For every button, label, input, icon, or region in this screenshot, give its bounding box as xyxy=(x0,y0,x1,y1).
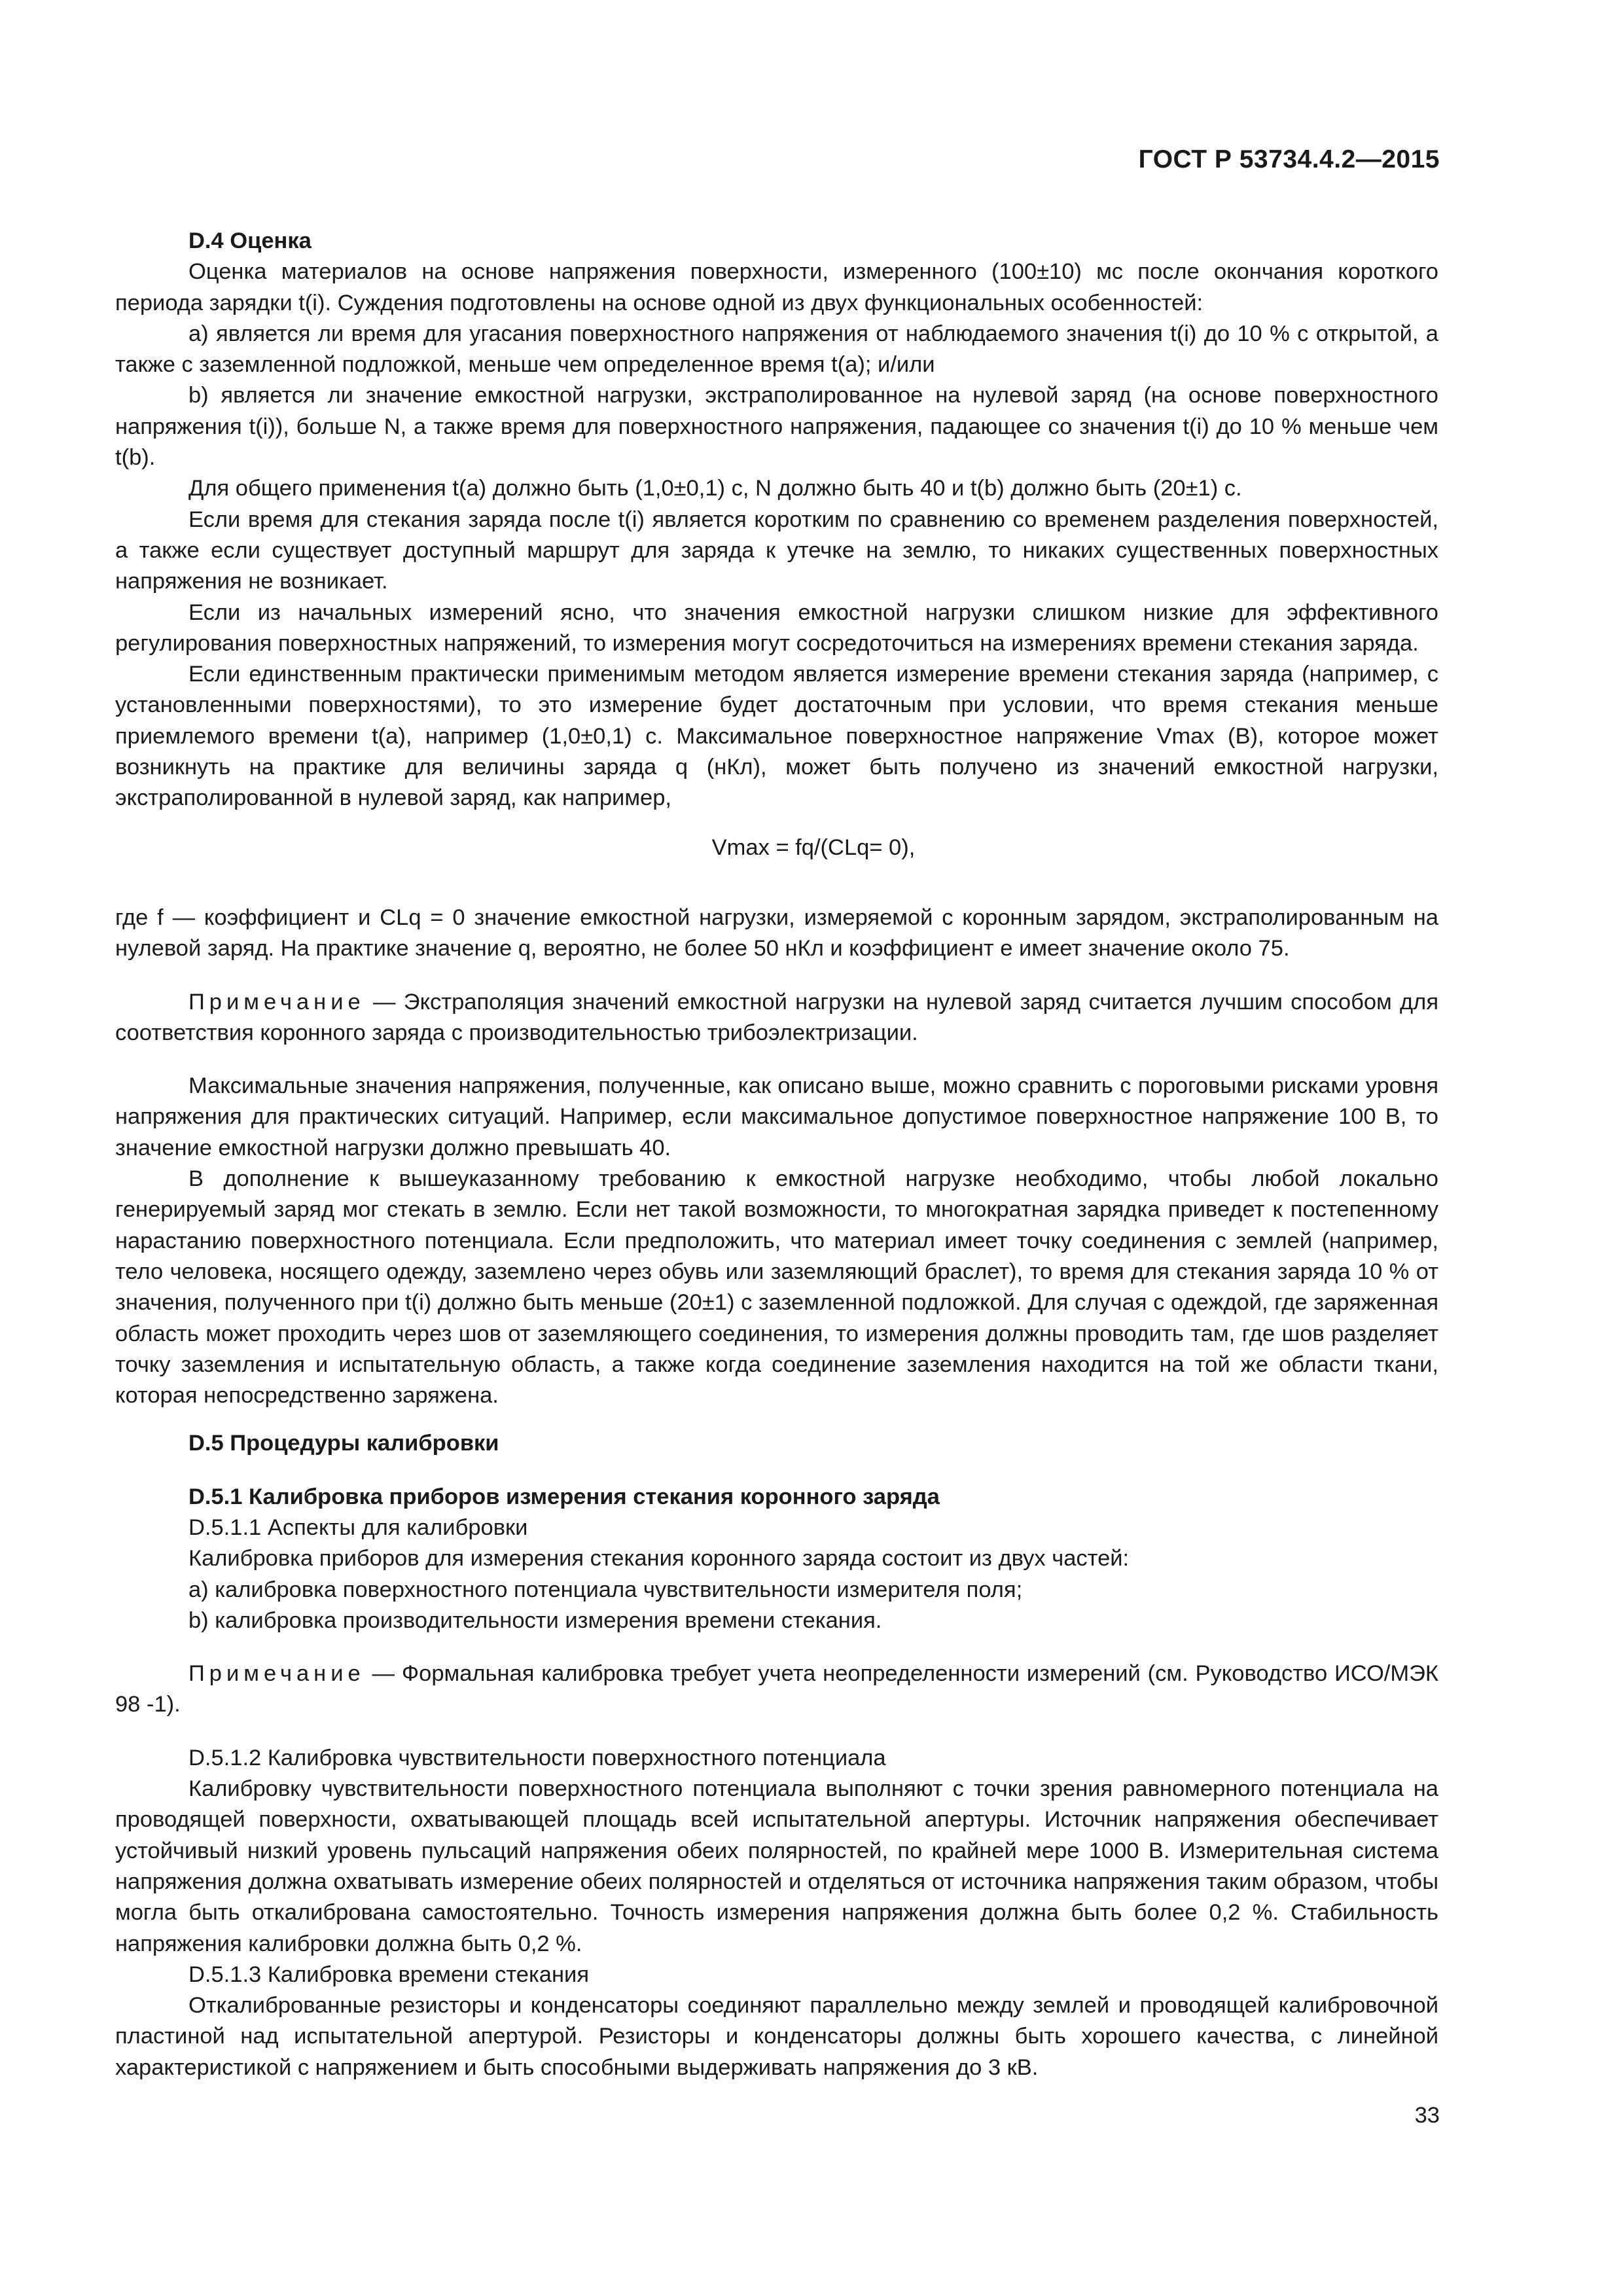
note xyxy=(115,987,1438,1049)
note-label: Примечание xyxy=(188,989,365,1014)
list-item: b) калибровка производительности измерения времени стекания. xyxy=(188,1607,882,1633)
paragraph: где f — коэффициент и CLq = 0 значение емкостной нагрузки, измеряемой с коронным зарядом, экстраполированным на нулевой заряд. На практике значение q, вероятно, не более 50 нКл и коэффициент е имеет значение около 75. xyxy=(115,905,1438,961)
page-number: 33 xyxy=(1414,2103,1440,2128)
note xyxy=(115,1659,1438,1721)
formula: Vmax = fq/(CLq= 0), xyxy=(711,834,916,860)
subsection-d512-heading: D.5.1.2 Калибровка чувствительности поверхностного потенциала xyxy=(188,1745,886,1770)
paragraph: В дополнение к вышеуказанному требованию к емкостной нагрузке необходимо, чтобы любой локально генерируемый заряд мог стекать в землю. Если нет такой возможности, то многократная зарядка приведет к постепенному нарастанию поверхностного потенциала. Если предположить, что материал имеет точку соединения с землей (например, тело человека, носящего одежду, заземлено через обувь или заземляющий браслет), то время для стекания заряда 10 % от значения, полученного при t(i) должно быть меньше (20±1) с заземленной подложкой. Для случая с одеждой, где заряженная область может проходить через шов от заземляющего соединения, то измерения должны проводить там, где шов разделяет точку заземления и испытательную область, а также когда соединение заземления находится на той же области ткани, которая непосредственно заряжена. xyxy=(115,1166,1438,1408)
section-d51-heading: D.5.1 Калибровка приборов измерения стекания коронного заряда xyxy=(188,1484,940,1509)
paragraph: Откалиброванные резисторы и конденсаторы соединяют параллельно между землей и проводящей калибровочной пластиной над испытательной апертурой. Резисторы и конденсаторы должны быть хорошего качества, с линейной характеристикой с напряжением и быть способными выдерживать напряжения до 3 кВ. xyxy=(115,1993,1438,2080)
note-label: Примечание xyxy=(188,1661,365,1687)
paragraph: Если из начальных измерений ясно, что значения емкостной нагрузки слишком низкие для эффективного регулирования поверхностных напряжений, то измерения могут сосредоточиться на измерениях времени стекания заряда. xyxy=(115,600,1438,656)
paragraph: Для общего применения t(a) должно быть (1,0±0,1) с, N должно быть 40 и t(b) должно быть (20±1) с. xyxy=(188,476,1242,501)
document-body xyxy=(115,226,1438,2083)
paragraph: Калибровку чувствительности поверхностного потенциала выполняют с точки зрения равномерного потенциала на проводящей поверхности, охватывающей площадь всей испытательной апертуры. Источник напряжения обеспечивает устойчивый низкий уровень пульсаций напряжения обеих полярностей, по крайней мере 1000 В. Измерительная система напряжения должна охватывать измерение обеих полярностей и отделяться от источника напряжения таким образом, чтобы могла быть откалибрована самостоятельно. Точность измерения напряжения должна быть более 0,2 %. Стабильность напряжения калибровки должна быть 0,2 %. xyxy=(115,1776,1438,1956)
paragraph: а) является ли время для угасания поверхностного напряжения от наблюдаемого значения t(i) до 10 % с открытой, а также с заземленной подложкой, меньше чем определенное время t(a); и/или xyxy=(115,321,1438,378)
paragraph: Если время для стекания заряда после t(i) является коротким по сравнению со временем разделения поверхностей, а также если существует доступный маршрут для заряда к утечке на землю, то никаких существенных поверхностных напряжения не возникает. xyxy=(115,507,1438,594)
paragraph: Калибровка приборов для измерения стекания коронного заряда состоит из двух частей: xyxy=(188,1546,1130,1571)
paragraph: Максимальные значения напряжения, полученные, как описано выше, можно сравнить с пороговыми рисками уровня напряжения для практических ситуаций. Например, если максимальное допустимое поверхностное напряжение 100 В, то значение емкостной нагрузки должно превышать 40. xyxy=(115,1073,1438,1160)
subsection-d513-heading: D.5.1.3 Калибровка времени стекания xyxy=(188,1962,590,1987)
document-standard-number: ГОСТ Р 53734.4.2—2015 xyxy=(1138,145,1440,173)
note-text: — Формальная калибровка требует учета неопределенности измерений (см. Руководство ИСО/МЭК 98 -1). xyxy=(115,1661,1438,1717)
paragraph: Если единственным практически применимым методом является измерение времени стекания заряда (например, с установленными поверхностями), то это измерение будет достаточным при условии, что время стекания меньше приемлемого времени t(a), например (1,0±0,1) с. Максимальное поверхностное напряжение Vmax (В), которое может возникнуть на практике для величины заряда q (нКл), может быть получено из значений емкостной нагрузки, экстраполированной в нулевой заряд, как например, xyxy=(115,662,1438,811)
paragraph: b) является ли значение емкостной нагрузки, экстраполированное на нулевой заряд (на основе поверхностного напряжения t(i)), больше N, а также время для поверхностного напряжения, падающее со значения t(i) до 10 % меньше чем t(b). xyxy=(115,383,1438,471)
subsection-d511-heading: D.5.1.1 Аспекты для калибровки xyxy=(188,1515,528,1540)
section-d5-heading: D.5 Процедуры калибровки xyxy=(188,1431,499,1456)
paragraph: Оценка материалов на основе напряжения поверхности, измеренного (100±10) мс после окончания короткого периода зарядки t(i). Суждения подготовлены на основе одной из двух функциональных особенностей: xyxy=(115,259,1438,315)
list-item: а) калибровка поверхностного потенциала чувствительности измерителя поля; xyxy=(188,1577,1023,1602)
note-text: — Экстраполяция значений емкостной нагрузки на нулевой заряд считается лучшим способом для соответствия коронного заряда с производительностью трибоэлектризации. xyxy=(115,989,1438,1045)
section-d4-heading: D.4 Оценка xyxy=(188,228,312,253)
